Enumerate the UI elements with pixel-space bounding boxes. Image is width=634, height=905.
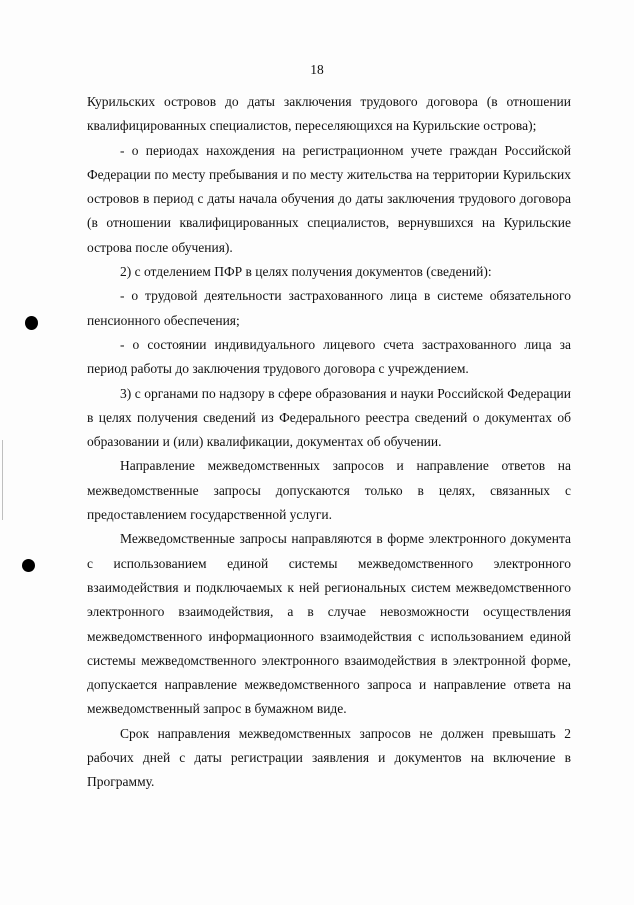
paragraph-pfr: 2) с отделением ПФР в целях получения документов (сведений): [120,264,492,280]
paragraph-request-deadline: Срок направления межведомственных запросов не должен превышать 2 рабочих дней с даты регистрации заявления и документов на включение в Программу. [87,725,571,790]
document-body [87,90,571,795]
punch-hole-bottom [22,559,35,572]
paragraph-registration-periods: - о периодах нахождения на регистрационном учете граждан Российской Федерации по месту пребывания и по месту жительства на территории Курильских островов в период с даты начала обучения до даты заключения трудового договора (в отношении квалифицированных специалистов, вернувшихся на Курильские острова после обучения). [87,142,571,255]
scan-edge-mark [2,440,3,520]
paragraph-request-purpose: Направление межведомственных запросов и направление ответов на межведомственные запросы допускаются только в целях, связанных с предоставлением государственной услуги. [87,458,571,523]
paragraph-education-supervision: 3) с органами по надзору в сфере образования и науки Российской Федерации в целях получения сведений из Федерального реестра сведений о документах об образовании и (или) квалификации, документах об обучении. [87,385,571,450]
page-number: 18 [310,62,324,77]
paragraph-labor-activity: - о трудовой деятельности застрахованного лица в системе обязательного пенсионного обеспечения; [87,288,571,328]
paragraph-request-format: Межведомственные запросы направляются в форме электронного документа с использованием единой системы межведомственного электронного взаимодействия и подключаемых к ней региональных систем межведомственного электронного взаимодействия, а в случае невозможности осуществления межведомственного информационного взаимодействия с использованием единой системы межведомственного электронного взаимодействия в электронной форме, допускается направление межведомственного запроса и направление ответа на межведомственный запрос в бумажном виде. [87,531,571,717]
paragraph-continuation: Курильских островов до даты заключения трудового договора (в отношении квалифицированных специалистов, переселяющихся на Курильские острова); [87,94,571,134]
paragraph-personal-account: - о состоянии индивидуального лицевого счета застрахованного лица за период работы до заключения трудового договора с учреждением. [87,336,571,377]
punch-hole-top [25,316,38,330]
